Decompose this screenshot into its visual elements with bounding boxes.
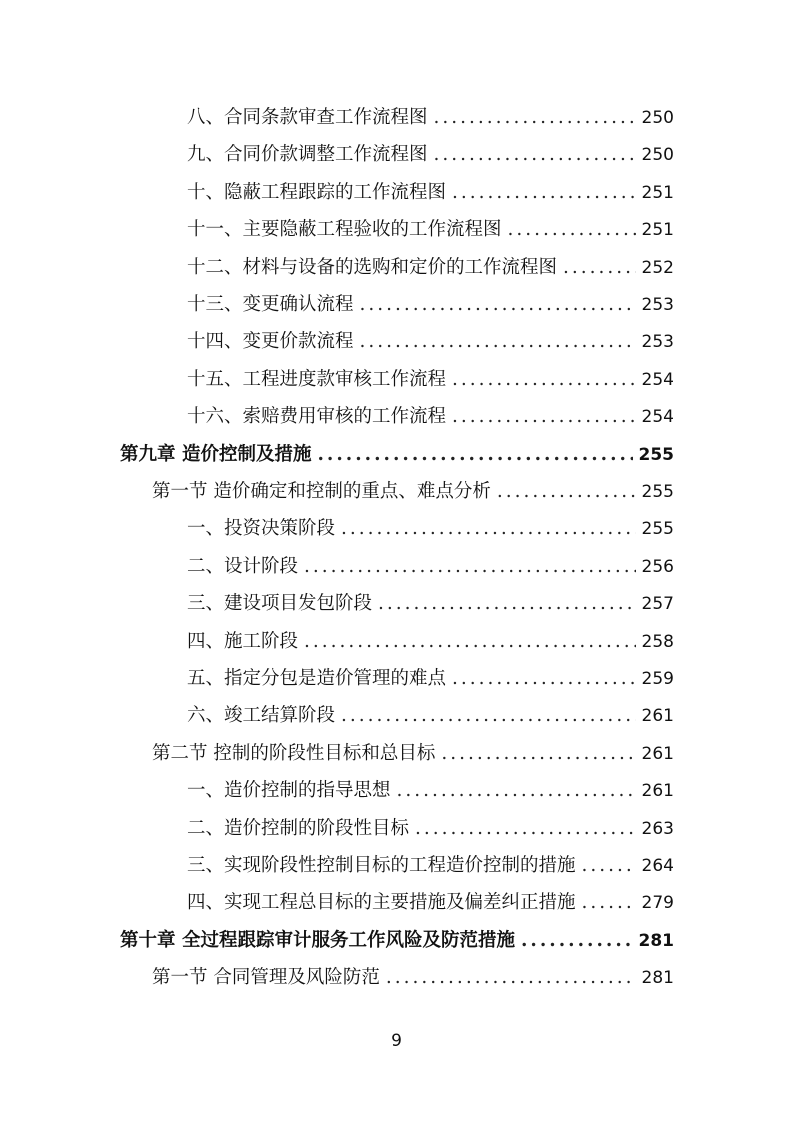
- toc-entry[interactable]: [152, 735, 674, 772]
- toc-leader-dots: [409, 810, 636, 847]
- toc-entry-title: 四、施工阶段: [187, 631, 299, 652]
- toc-entry[interactable]: [187, 398, 674, 435]
- toc-entry-title: 十六、索赔费用审核的工作流程: [187, 406, 447, 427]
- toc-leader-dots: [335, 510, 636, 547]
- toc-leader-dots: [380, 959, 636, 996]
- toc-entry[interactable]: [187, 810, 674, 847]
- page-number: 9: [391, 1031, 402, 1051]
- toc-entry-page: 250: [641, 108, 674, 128]
- toc-entry-page: 255: [638, 445, 674, 465]
- toc-entry-title: 十四、变更价款流程: [187, 331, 354, 352]
- toc-entry-page: 253: [641, 332, 674, 352]
- toc-entry[interactable]: [187, 772, 674, 809]
- toc-entry-page: 281: [641, 968, 674, 988]
- toc-entry-page: 261: [641, 781, 674, 801]
- toc-entry-page: 261: [641, 744, 674, 764]
- toc-entry-page: 251: [641, 183, 674, 203]
- toc-leader-dots: [491, 473, 636, 510]
- toc-entry[interactable]: [187, 99, 674, 136]
- toc-leader-dots: [446, 660, 636, 697]
- toc-entry-title: 第二节 控制的阶段性目标和总目标: [152, 743, 436, 764]
- toc-entry[interactable]: [187, 249, 674, 286]
- toc-entry-page: 251: [641, 220, 674, 240]
- toc-leader-dots: [298, 548, 636, 585]
- toc-entry[interactable]: [187, 697, 674, 734]
- toc-entry-title: 五、指定分包是造价管理的难点: [187, 668, 447, 689]
- toc-leader-dots: [502, 211, 636, 248]
- toc-entry-title: 第一节 合同管理及风险防范: [152, 967, 380, 988]
- toc-leader-dots: [391, 772, 636, 809]
- toc-entry-page: 255: [641, 482, 674, 502]
- toc-entry[interactable]: [152, 959, 674, 996]
- toc-entry-page: 256: [641, 557, 674, 577]
- toc-leader-dots: [372, 585, 636, 622]
- toc-leader-dots: [311, 436, 632, 473]
- toc-entry[interactable]: [187, 847, 674, 884]
- toc-leader-dots: [435, 735, 635, 772]
- toc-entry-title: 十、隐蔽工程跟踪的工作流程图: [187, 182, 447, 203]
- toc-entry-page: 279: [641, 893, 674, 913]
- toc-leader-dots: [428, 99, 636, 136]
- toc-entry-page: 257: [641, 594, 674, 614]
- toc-leader-dots: [515, 922, 633, 959]
- toc-entry-title: 十五、工程进度款审核工作流程: [187, 369, 447, 390]
- toc-entry-page: 264: [641, 856, 674, 876]
- toc-entry[interactable]: [152, 473, 674, 510]
- toc-leader-dots: [576, 884, 636, 921]
- toc-entry-title: 第十章 全过程跟踪审计服务工作风险及防范措施: [120, 930, 515, 951]
- toc-leader-dots: [298, 623, 636, 660]
- toc-entry-title: 十二、材料与设备的选购和定价的工作流程图: [187, 257, 558, 278]
- toc-entry[interactable]: [187, 585, 674, 622]
- toc-entry[interactable]: [187, 323, 674, 360]
- toc-entry-page: 263: [641, 819, 674, 839]
- toc-entry-title: 第一节 造价确定和控制的重点、难点分析: [152, 481, 491, 502]
- toc-leader-dots: [354, 323, 636, 360]
- toc-entry-page: 254: [641, 370, 674, 390]
- toc-entry-page: 252: [641, 258, 674, 278]
- toc-entry-title: 第九章 造价控制及措施: [120, 444, 312, 465]
- toc-entry-page: 258: [641, 632, 674, 652]
- toc-leader-dots: [446, 174, 636, 211]
- toc-entry-page: 250: [641, 145, 674, 165]
- toc-entry[interactable]: [187, 174, 674, 211]
- toc-entry-title: 四、实现工程总目标的主要措施及偏差纠正措施: [187, 892, 576, 913]
- toc-entry-title: 二、造价控制的阶段性目标: [187, 818, 410, 839]
- toc-entry[interactable]: [120, 436, 674, 473]
- toc-entry-page: 281: [638, 931, 674, 951]
- toc-entry-title: 二、设计阶段: [187, 556, 299, 577]
- toc-leader-dots: [428, 136, 636, 173]
- toc-entry-page: 259: [641, 669, 674, 689]
- toc-entry-title: 三、建设项目发包阶段: [187, 593, 373, 614]
- toc-leader-dots: [446, 361, 636, 398]
- toc-entry[interactable]: [187, 884, 674, 921]
- toc-entry[interactable]: [187, 623, 674, 660]
- toc-leader-dots: [557, 249, 636, 286]
- toc-entry-page: 261: [641, 706, 674, 726]
- toc-entry-title: 八、合同条款审查工作流程图: [187, 107, 428, 128]
- toc-entry[interactable]: [187, 211, 674, 248]
- toc-entry[interactable]: [187, 660, 674, 697]
- toc-entry-title: 十一、主要隐蔽工程验收的工作流程图: [187, 219, 502, 240]
- toc-entry-page: 254: [641, 407, 674, 427]
- toc-entry[interactable]: [187, 136, 674, 173]
- toc-entry-title: 一、造价控制的指导思想: [187, 780, 391, 801]
- toc-entry-title: 十三、变更确认流程: [187, 294, 354, 315]
- toc-entry-title: 一、投资决策阶段: [187, 518, 336, 539]
- toc-entry-title: 三、实现阶段性控制目标的工程造价控制的措施: [187, 855, 576, 876]
- toc-entry-page: 255: [641, 519, 674, 539]
- toc-entry-page: 253: [641, 295, 674, 315]
- toc-entry[interactable]: [120, 922, 674, 959]
- toc-leader-dots: [446, 398, 636, 435]
- toc-leader-dots: [335, 697, 636, 734]
- toc-entry-title: 九、合同价款调整工作流程图: [187, 144, 428, 165]
- toc-entry[interactable]: [187, 548, 674, 585]
- toc-entry-title: 六、竣工结算阶段: [187, 705, 336, 726]
- toc-leader-dots: [576, 847, 636, 884]
- toc-entry[interactable]: [187, 361, 674, 398]
- toc-leader-dots: [354, 286, 636, 323]
- toc-entry[interactable]: [187, 510, 674, 547]
- toc-entry[interactable]: [187, 286, 674, 323]
